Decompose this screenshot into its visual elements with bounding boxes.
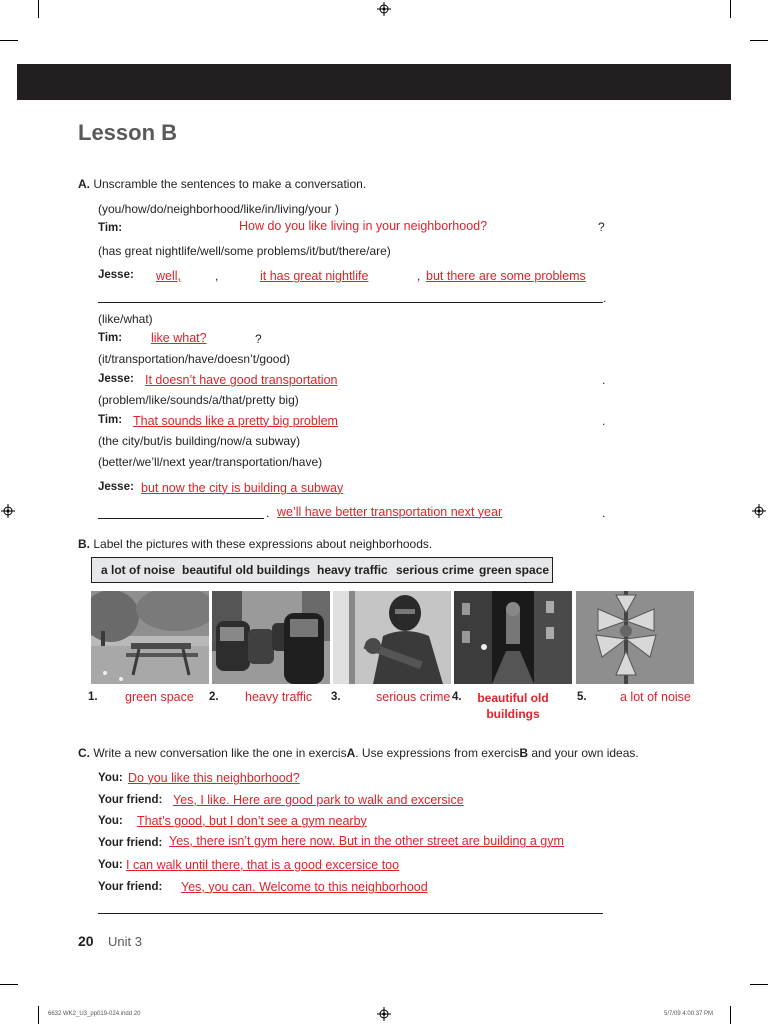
answer-2a: well, (156, 269, 182, 283)
scrambled-3: (like/what) (98, 312, 153, 326)
crop-mark (0, 984, 18, 985)
speaker-friend: Your friend: (98, 794, 163, 806)
unit-label: Unit 3 (108, 934, 142, 949)
section-b-instruction (78, 537, 432, 551)
period: . (602, 414, 606, 428)
conversation-line: Do you like this neighborhood? (128, 771, 300, 785)
section-b-letter: B. (78, 537, 90, 551)
picture-answer-line: beautiful old (477, 691, 549, 705)
comma: , (215, 269, 219, 283)
answer-2c: but there are some problems (426, 269, 586, 283)
conversation-line: I can walk until there, that is a good excersice too (126, 858, 400, 872)
section-c-instruction (78, 746, 639, 760)
speaker-tim: Tim: (98, 414, 123, 426)
scrambled-7: (better/we’ll/next year/transportation/have) (98, 455, 323, 469)
photo-green-space (91, 591, 209, 684)
word-bank-item: green space (479, 563, 550, 577)
conversation-line: Yes, I like. Here are good park to walk and excersice (173, 793, 464, 807)
section-c-text-3: and your own ideas. (528, 746, 639, 760)
picture-answer: green space (125, 690, 194, 704)
speaker-jesse: Jesse: (98, 373, 134, 385)
photo-heavy-traffic (212, 591, 330, 684)
answer-2b: it has great nightlife (260, 269, 369, 283)
crop-mark (38, 1006, 39, 1024)
registration-mark-icon (1, 504, 15, 518)
speaker-tim: Tim: (98, 222, 123, 234)
picture-number: 3. (331, 691, 341, 703)
word-bank (91, 557, 553, 583)
period: . (602, 506, 606, 520)
question-mark: ? (598, 220, 605, 234)
answer-line (98, 913, 603, 914)
picture-number: 4. (452, 691, 462, 703)
section-a-instruction (78, 177, 366, 191)
conversation-line: That’s good, but I don’t see a gym nearby (137, 814, 367, 828)
picture-answer: heavy traffic (245, 690, 313, 704)
answer-7: we’ll have better transportation next year (277, 505, 503, 519)
picture-answer-line: buildings (486, 707, 540, 721)
answer-5: That sounds like a pretty big problem (133, 414, 338, 428)
section-c-text-1: Write a new conversation like the one in exercis (93, 746, 347, 760)
scrambled-1: (you/how/do/neighborhood/like/in/living/your ) (98, 202, 339, 216)
answer-line (98, 302, 603, 303)
answer-1: How do you like living in your neighborhood? (239, 219, 488, 233)
scrambled-2: (has great nightlife/well/some problems/it/but/there/are) (98, 244, 391, 258)
speaker-you: You: (98, 772, 123, 784)
photo-old-buildings (454, 591, 572, 684)
photo-serious-crime (333, 591, 451, 684)
section-b-instruction-text: Label the pictures with these expressions about neighborhoods. (93, 537, 433, 551)
header-banner (17, 64, 731, 100)
speaker-friend: Your friend: (98, 881, 163, 893)
section-c-text-2: . Use expressions from exercis (355, 746, 520, 760)
answer-6: but now the city is building a subway (141, 481, 344, 495)
question-mark: ? (255, 332, 262, 346)
lesson-title: Lesson B (78, 120, 178, 145)
crop-mark (730, 0, 731, 18)
registration-mark-icon (377, 1007, 391, 1021)
section-c-letter: C. (78, 746, 90, 760)
period: . (603, 291, 607, 305)
file-slug: 6632 WK2_U3_pp019-024.indd 20 (48, 1011, 141, 1017)
registration-mark-icon (377, 2, 391, 16)
comma: , (417, 269, 421, 283)
word-bank-item: a lot of noise (101, 563, 176, 577)
picture-number: 2. (209, 691, 219, 703)
section-c-ref-a: A (346, 746, 356, 760)
section-c-ref-b: B (519, 746, 528, 760)
registration-mark-icon (752, 504, 766, 518)
period: . (266, 506, 270, 520)
conversation-line: Yes, you can. Welcome to this neighborhood (181, 880, 428, 894)
answer-3: like what? (151, 331, 207, 345)
picture-answer (471, 690, 555, 722)
picture-number: 5. (577, 691, 587, 703)
page-number: 20 (78, 933, 94, 949)
speaker-tim: Tim: (98, 332, 123, 344)
crop-mark (730, 1006, 731, 1024)
scrambled-4: (it/transportation/have/doesn’t/good) (98, 352, 291, 366)
crop-mark (38, 0, 39, 18)
picture-answer: serious crime (376, 690, 451, 704)
crop-mark (750, 984, 768, 985)
word-bank-item: beautiful old buildings (182, 563, 310, 577)
crop-mark (750, 40, 768, 41)
picture-number: 1. (88, 691, 98, 703)
word-bank-item: heavy traffic (317, 563, 388, 577)
scrambled-6: (the city/but/is building/now/a subway) (98, 434, 301, 448)
conversation-line: Yes, there isn’t gym here now. But in the other street are building a gym (169, 834, 564, 848)
speaker-jesse: Jesse: (98, 481, 134, 493)
answer-line (98, 518, 264, 519)
photo-noise (576, 591, 694, 684)
speaker-you: You: (98, 815, 123, 827)
section-a-instruction-text: Unscramble the sentences to make a conversation. (93, 177, 367, 191)
scrambled-5: (problem/like/sounds/a/that/pretty big) (98, 393, 299, 407)
speaker-you: You: (98, 859, 123, 871)
speaker-jesse: Jesse: (98, 269, 134, 281)
period: . (602, 373, 606, 387)
word-bank-item: serious crime (396, 563, 475, 577)
speaker-friend: Your friend: (98, 837, 163, 849)
answer-4: It doesn’t have good transportation (145, 373, 338, 387)
crop-mark (0, 40, 18, 41)
picture-answer: a lot of noise (620, 690, 691, 704)
date-slug: 5/7/09 4:00:37 PM (664, 1011, 714, 1017)
section-a-letter: A. (78, 177, 90, 191)
